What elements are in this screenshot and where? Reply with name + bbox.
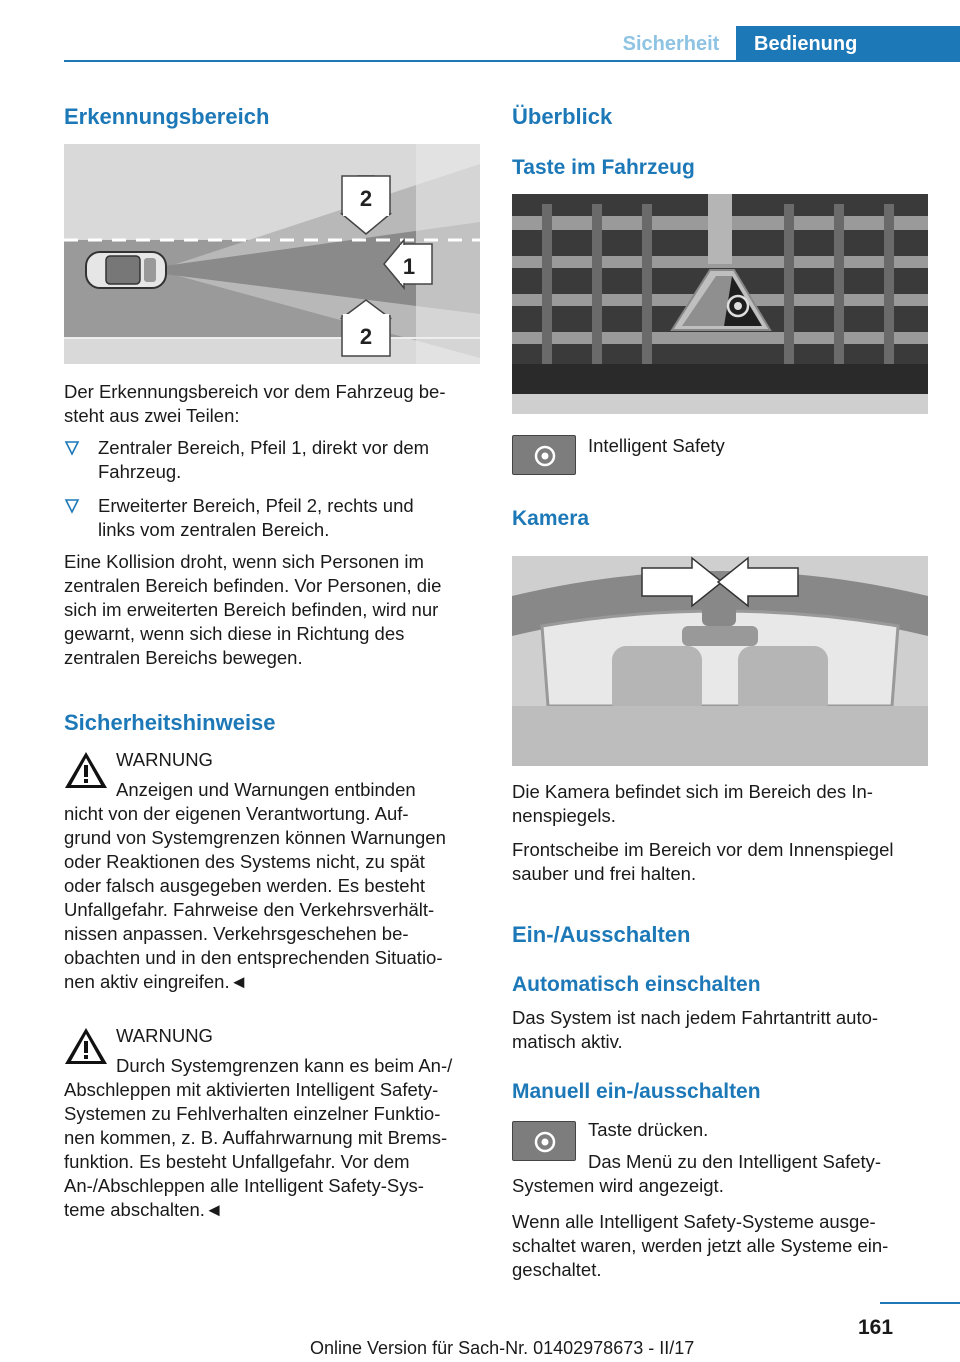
bullet-triangle-icon (64, 440, 80, 456)
para-line: zentralen Bereich befinden. Vor Personen, die (64, 575, 442, 596)
header-rule (64, 60, 960, 62)
bullet-line: links vom zentralen Bereich. (98, 519, 330, 540)
warning-line: An-/Abschleppen alle Intelligent Safety-Sys- (64, 1175, 424, 1196)
intro-line: steht aus zwei Teilen: (64, 405, 240, 426)
bullet-item-central (64, 436, 480, 484)
online-version-text: Online Version für Sach-Nr. 01402978673 - II/17 (310, 1338, 695, 1358)
header-tab-bedienung[interactable]: Bedienung (736, 26, 960, 62)
kamera-line: nenspiegels. (512, 805, 616, 826)
heading-sicherheitshinweise: Sicherheitshinweise (64, 710, 276, 735)
warning-line: grund von Systemgrenzen können Warnungen (64, 827, 446, 848)
warning-1-text (64, 778, 480, 994)
detection-area-figure (64, 144, 480, 364)
final-line: geschaltet. (512, 1259, 602, 1280)
menu-paragraph (512, 1150, 928, 1198)
bullet-triangle-icon (64, 498, 80, 514)
frontscheibe-paragraph (512, 838, 928, 886)
warning-line: oder falsch ausgegeben werden. Es besteht (64, 875, 425, 896)
footer-rule (880, 1302, 960, 1304)
taste-druecken-text: Taste drücken. (588, 1119, 709, 1140)
heading-manuell-ein-ausschalten: Manuell ein-/ausschalten (512, 1080, 761, 1103)
warning-line: nicht von der eigenen Verantwortung. Auf- (64, 803, 409, 824)
heading-taste-im-fahrzeug: Taste im Fahrzeug (512, 156, 695, 179)
heading-automatisch-einschalten: Automatisch einschalten (512, 973, 761, 996)
intro-paragraph (64, 380, 480, 428)
arrow-label-2-top: 2 (359, 186, 373, 211)
warning-line: nissen anpassen. Verkehrsgeschehen be- (64, 923, 409, 944)
arrow-label-2-bottom: 2 (359, 324, 373, 349)
warning-2-title: WARNUNG (116, 1025, 213, 1046)
warning-line: funktion. Es besteht Unfallgefahr. Vor dem (64, 1151, 410, 1172)
para-line: gewarnt, wenn sich diese in Richtung des (64, 623, 405, 644)
menu-line: Das Menü zu den Intelligent Safety- (588, 1151, 882, 1172)
heading-erkennungsbereich: Erkennungsbereich (64, 104, 270, 129)
header-tab-sicherheit[interactable]: Sicherheit (622, 33, 720, 55)
warning-line: oder Reaktionen des Systems nicht, zu spät (64, 851, 425, 872)
final-paragraph (512, 1210, 928, 1282)
warning-line: Unfallgefahr. Fahrweise den Verkehrsverhält- (64, 899, 435, 920)
auto-paragraph (512, 1006, 928, 1054)
intelligent-safety-button-icon (512, 435, 576, 475)
para-line: sich im erweiterten Bereich befinden, wird nur (64, 599, 439, 620)
front-line: sauber und frei halten. (512, 863, 697, 884)
warning-2-text (64, 1054, 480, 1222)
camera-interior-photo (512, 556, 928, 766)
warning-line: obachten und in den entsprechenden Situatio- (64, 947, 443, 968)
para-line: zentralen Bereichs bewegen. (64, 647, 303, 668)
kamera-line: Die Kamera befindet sich im Bereich des In- (512, 781, 873, 802)
heading-ueberblick: Überblick (512, 104, 613, 129)
bullet-line: Fahrzeug. (98, 461, 182, 482)
front-line: Frontscheibe im Bereich vor dem Innenspiegel (512, 839, 894, 860)
intro-line: Der Erkennungsbereich vor dem Fahrzeug be- (64, 381, 446, 402)
button-label: Intelligent Safety (588, 435, 725, 456)
page-number: 161 (858, 1316, 894, 1339)
warning-line: teme abschalten.◄ (64, 1199, 224, 1220)
auto-line: Das System ist nach jedem Fahrtantritt auto- (512, 1007, 879, 1028)
warning-line: Abschleppen mit aktivierten Intelligent Safety- (64, 1079, 439, 1100)
menu-line: Systemen wird angezeigt. (512, 1175, 724, 1196)
auto-line: matisch aktiv. (512, 1031, 623, 1052)
collision-paragraph (64, 550, 480, 670)
car-icon (86, 252, 166, 288)
final-line: schaltet waren, werden jetzt alle Systeme ein- (512, 1235, 889, 1256)
bullet-line: Zentraler Bereich, Pfeil 1, direkt vor dem (98, 437, 430, 458)
bullet-line: Erweiterter Bereich, Pfeil 2, rechts und (98, 495, 414, 516)
grille-button-photo (512, 194, 928, 414)
warning-line: Durch Systemgrenzen kann es beim An-/ (116, 1055, 453, 1076)
warning-1-title: WARNUNG (116, 749, 213, 770)
kamera-paragraph (512, 780, 928, 828)
arrow-label-1: 1 (402, 254, 416, 279)
para-line: Eine Kollision droht, wenn sich Personen im (64, 551, 424, 572)
warning-line: Anzeigen und Warnungen entbinden (116, 779, 416, 800)
heading-kamera: Kamera (512, 507, 590, 530)
bullet-item-extended (64, 494, 480, 542)
final-line: Wenn alle Intelligent Safety-Systeme ausge- (512, 1211, 876, 1232)
warning-line: nen kommen, z. B. Auffahrwarnung mit Brems- (64, 1127, 448, 1148)
heading-ein-ausschalten: Ein-/Ausschalten (512, 922, 691, 947)
warning-line: nen aktiv eingreifen.◄ (64, 971, 248, 992)
warning-line: Systemen zu Fehlverhalten einzelner Funktio- (64, 1103, 441, 1124)
